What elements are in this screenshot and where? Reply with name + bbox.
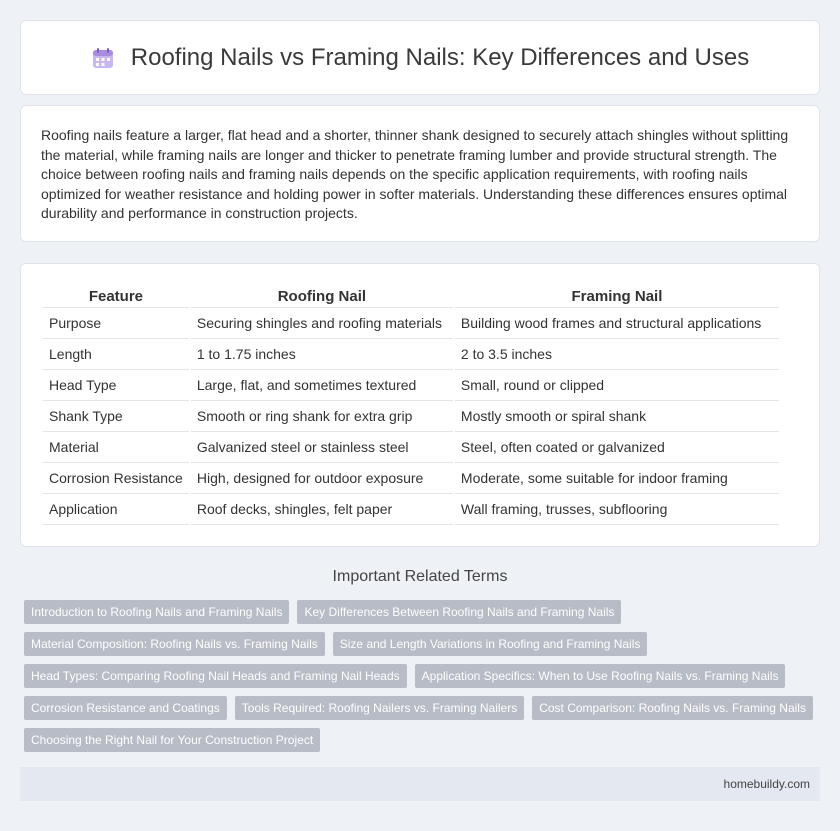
table-cell: Large, flat, and sometimes textured [191,370,453,401]
table-row [43,370,779,401]
table-row [43,308,779,339]
related-term-tag[interactable]: Introduction to Roofing Nails and Framing Nails [24,600,289,624]
table-cell: Moderate, some suitable for indoor framing [455,463,779,494]
column-header: Roofing Nail [191,284,453,308]
title-card [20,20,820,95]
tag-row [24,632,824,656]
comparison-table [41,284,781,525]
table-cell: Wall framing, trusses, subflooring [455,494,779,525]
table-row [43,463,779,494]
table-row [43,432,779,463]
table-cell: Material [43,432,189,463]
calendar-icon [91,46,115,70]
related-term-tag[interactable]: Material Composition: Roofing Nails vs. Framing Nails [24,632,325,656]
footer [20,767,820,801]
page-title [91,44,749,72]
footer-site-link[interactable]: homebuildy.com [723,777,810,791]
table-cell: Smooth or ring shank for extra grip [191,401,453,432]
table-cell: Length [43,339,189,370]
column-header: Feature [43,284,189,308]
table-cell: Small, round or clipped [455,370,779,401]
tag-row [24,728,824,752]
tag-row [24,600,824,624]
column-header: Framing Nail [455,284,779,308]
related-term-tag[interactable]: Corrosion Resistance and Coatings [24,696,227,720]
table-cell: Application [43,494,189,525]
related-term-tag[interactable]: Tools Required: Roofing Nailers vs. Framing Nailers [235,696,524,720]
comparison-table-card [20,263,820,547]
table-row [43,339,779,370]
table-cell: Roof decks, shingles, felt paper [191,494,453,525]
page-title-text: Roofing Nails vs Framing Nails: Key Differences and Uses [130,43,750,71]
table-cell: Securing shingles and roofing materials [191,308,453,339]
table-cell: High, designed for outdoor exposure [191,463,453,494]
tag-row [24,696,824,720]
table-row [43,401,779,432]
table-cell: Corrosion Resistance [43,463,189,494]
table-cell: Galvanized steel or stainless steel [191,432,453,463]
table-header-row [43,284,779,308]
table-cell: Steel, often coated or galvanized [455,432,779,463]
tag-row [24,664,824,688]
intro-paragraph: Roofing nails feature a larger, flat head and a shorter, thinner shank designed to securely attach shingles without splitting the material, while framing nails are longer and thicker to penetrate framing lumber and provide structural strength. The choice between roofing nails and framing nails depends on the specific application requirements, with roofing nails optimized for weather resistance and holding power in softer materials. Understanding these differences ensures optimal durability and performance in construction projects. [41,127,789,222]
related-terms-tags [24,600,824,760]
related-terms-title: Important Related Terms [332,568,508,585]
related-term-tag[interactable]: Head Types: Comparing Roofing Nail Heads and Framing Nail Heads [24,664,407,688]
related-term-tag[interactable]: Size and Length Variations in Roofing and Framing Nails [333,632,648,656]
related-term-tag[interactable]: Application Specifics: When to Use Roofing Nails vs. Framing Nails [415,664,786,688]
table-cell: Shank Type [43,401,189,432]
table-row [43,494,779,525]
table-cell: 1 to 1.75 inches [191,339,453,370]
table-cell: Building wood frames and structural applications [455,308,779,339]
table-cell: Mostly smooth or spiral shank [455,401,779,432]
table-cell: Purpose [43,308,189,339]
table-cell: 2 to 3.5 inches [455,339,779,370]
related-term-tag[interactable]: Cost Comparison: Roofing Nails vs. Framing Nails [532,696,813,720]
intro-card [20,105,820,242]
related-term-tag[interactable]: Key Differences Between Roofing Nails and Framing Nails [297,600,621,624]
related-term-tag[interactable]: Choosing the Right Nail for Your Construction Project [24,728,320,752]
table-cell: Head Type [43,370,189,401]
